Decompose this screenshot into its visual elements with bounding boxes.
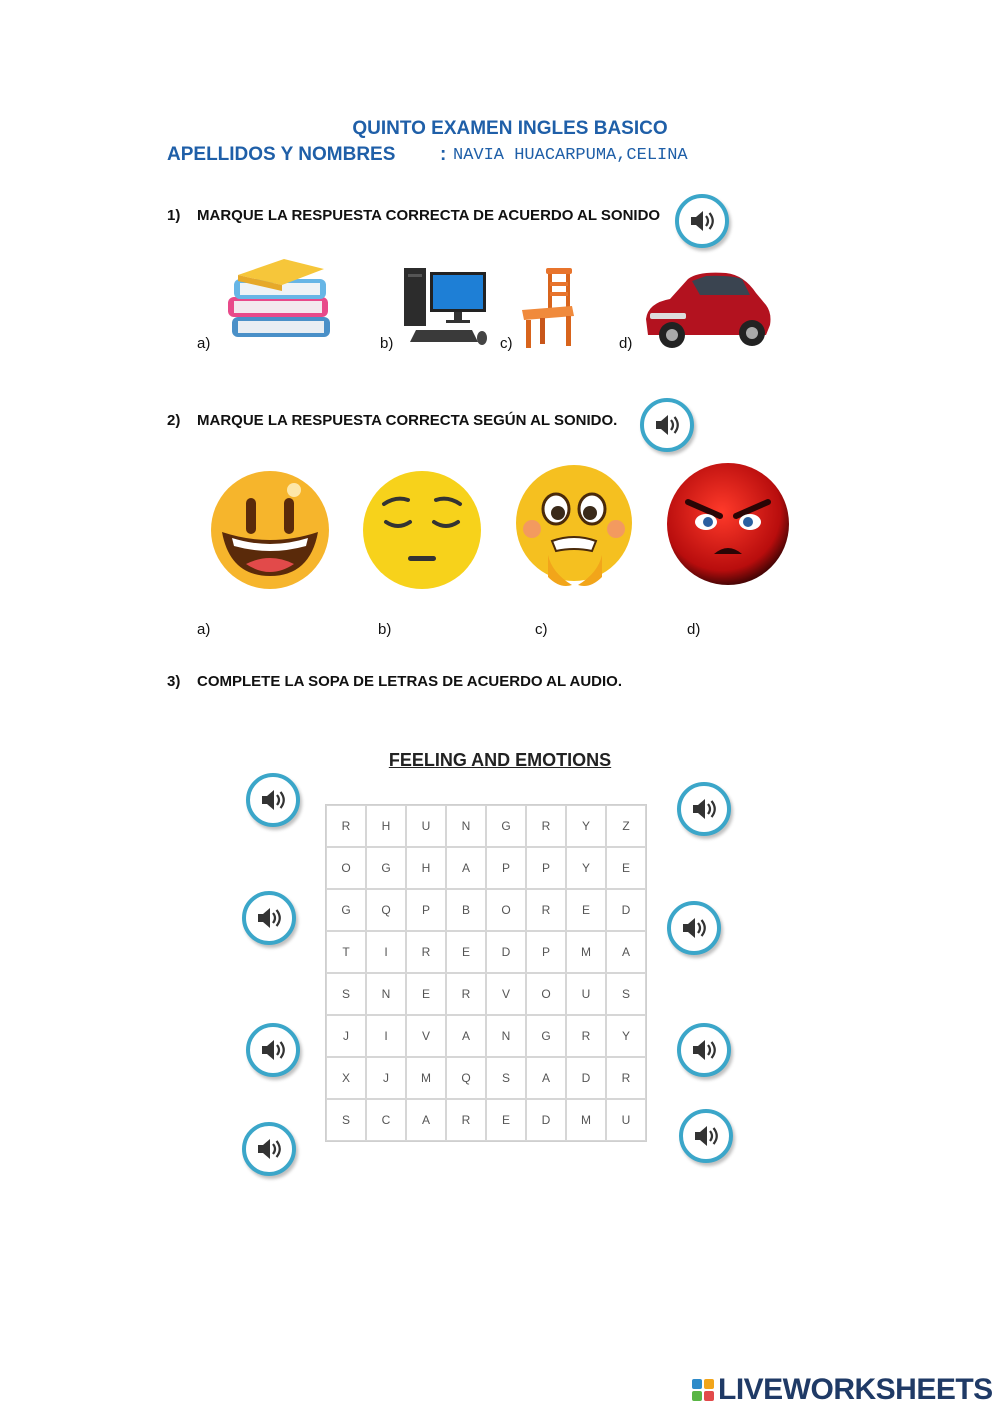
audio-button-word-6[interactable] (667, 901, 721, 955)
grid-cell[interactable]: A (446, 847, 486, 889)
option-a-q1[interactable]: a) (197, 335, 211, 352)
grid-cell[interactable]: E (446, 931, 486, 973)
question-1 (167, 207, 660, 224)
grid-cell[interactable]: N (486, 1015, 526, 1057)
option-c-q1[interactable]: c) (500, 335, 513, 352)
name-colon: : (440, 144, 447, 165)
grid-cell[interactable]: J (326, 1015, 366, 1057)
speaker-icon (652, 410, 682, 440)
grid-cell[interactable]: G (326, 889, 366, 931)
grid-cell[interactable]: S (326, 973, 366, 1015)
grid-cell[interactable]: E (606, 847, 646, 889)
grid-cell[interactable]: R (326, 805, 366, 847)
computer-image (402, 264, 490, 348)
audio-button-word-4[interactable] (242, 1122, 296, 1176)
grid-cell[interactable]: H (366, 805, 406, 847)
liveworksheets-logo (692, 1373, 993, 1407)
name-label: APELLIDOS Y NOMBRES (167, 144, 396, 165)
grid-cell[interactable]: O (326, 847, 366, 889)
grid-cell[interactable]: M (406, 1057, 446, 1099)
grid-cell[interactable]: R (526, 889, 566, 931)
speaker-icon (691, 1121, 721, 1151)
grid-cell[interactable]: U (566, 973, 606, 1015)
grid-cell[interactable]: M (566, 931, 606, 973)
grid-cell[interactable]: R (446, 1099, 486, 1141)
grid-cell[interactable]: Y (566, 805, 606, 847)
speaker-icon (254, 1134, 284, 1164)
grid-cell[interactable]: A (606, 931, 646, 973)
question-text: MARQUE LA RESPUESTA CORRECTA DE ACUERDO AL SONIDO (197, 207, 661, 224)
question-number: 3) (167, 673, 181, 690)
option-c-q2[interactable]: c) (535, 621, 548, 638)
grid-cell[interactable]: A (526, 1057, 566, 1099)
grid-cell[interactable]: E (566, 889, 606, 931)
question-number: 2) (167, 412, 181, 429)
books-image (224, 255, 336, 350)
audio-button-q2[interactable] (640, 398, 694, 452)
grid-cell[interactable]: U (606, 1099, 646, 1141)
grid-cell[interactable]: R (606, 1057, 646, 1099)
grid-cell[interactable]: B (446, 889, 486, 931)
option-b-q1[interactable]: b) (380, 335, 394, 352)
grid-cell[interactable]: A (406, 1099, 446, 1141)
grid-cell[interactable]: P (526, 847, 566, 889)
grid-cell[interactable]: R (526, 805, 566, 847)
grid-cell[interactable]: I (366, 931, 406, 973)
grid-cell[interactable]: P (486, 847, 526, 889)
grid-cell[interactable]: J (366, 1057, 406, 1099)
grid-cell[interactable]: I (366, 1015, 406, 1057)
logo-text: LIVEWORKSHEETS (718, 1373, 993, 1406)
logo-mark-icon (692, 1379, 714, 1401)
speaker-icon (689, 1035, 719, 1065)
grid-cell[interactable]: G (526, 1015, 566, 1057)
grid-cell[interactable]: Z (606, 805, 646, 847)
question-2 (167, 412, 617, 429)
grid-cell[interactable]: U (406, 805, 446, 847)
grid-cell[interactable]: Q (446, 1057, 486, 1099)
audio-button-q1[interactable] (675, 194, 729, 248)
grid-cell[interactable]: V (406, 1015, 446, 1057)
speaker-icon (254, 903, 284, 933)
grid-cell[interactable]: V (486, 973, 526, 1015)
grid-cell[interactable]: X (326, 1057, 366, 1099)
speaker-icon (689, 794, 719, 824)
grid-cell[interactable]: E (406, 973, 446, 1015)
grid-cell[interactable]: Y (606, 1015, 646, 1057)
grid-cell[interactable]: Y (566, 847, 606, 889)
audio-button-word-1[interactable] (246, 773, 300, 827)
angry-face-image (666, 462, 790, 586)
grid-cell[interactable]: M (566, 1099, 606, 1141)
option-d-q2[interactable]: d) (687, 621, 701, 638)
sad-face-image (362, 470, 482, 590)
speaker-icon (687, 206, 717, 236)
grid-cell[interactable]: O (526, 973, 566, 1015)
audio-button-word-2[interactable] (242, 891, 296, 945)
grid-cell[interactable]: S (326, 1099, 366, 1141)
grid-cell[interactable]: D (486, 931, 526, 973)
scared-face-image (512, 463, 638, 591)
grid-cell[interactable]: R (406, 931, 446, 973)
audio-button-word-7[interactable] (677, 1023, 731, 1077)
question-number: 1) (167, 207, 181, 224)
exam-title: QUINTO EXAMEN INGLES BASICO (352, 118, 668, 139)
grid-cell[interactable]: R (446, 973, 486, 1015)
grid-cell[interactable]: R (566, 1015, 606, 1057)
speaker-icon (679, 913, 709, 943)
grid-cell[interactable]: C (366, 1099, 406, 1141)
car-image (640, 265, 774, 351)
grid-cell[interactable]: G (486, 805, 526, 847)
question-text: MARQUE LA RESPUESTA CORRECTA SEGÚN AL SONIDO. (197, 412, 618, 429)
grid-cell[interactable]: H (406, 847, 446, 889)
option-a-q2[interactable]: a) (197, 621, 211, 638)
grid-cell[interactable]: Q (366, 889, 406, 931)
word-search-title: FEELING AND EMOTIONS (388, 750, 612, 770)
speaker-icon (258, 785, 288, 815)
chair-image (516, 266, 580, 350)
question-3 (167, 673, 622, 690)
grid-cell[interactable]: N (446, 805, 486, 847)
speaker-icon (258, 1035, 288, 1065)
question-text: COMPLETE LA SOPA DE LETRAS DE ACUERDO AL AUDIO. (197, 673, 623, 690)
grid-cell[interactable]: D (526, 1099, 566, 1141)
grid-cell[interactable]: P (406, 889, 446, 931)
option-d-q1[interactable]: d) (619, 335, 633, 352)
happy-face-image (210, 470, 330, 590)
audio-button-word-5[interactable] (677, 782, 731, 836)
grid-cell[interactable]: S (606, 973, 646, 1015)
student-name: NAVIA HUACARPUMA,CELINA (453, 146, 688, 165)
audio-button-word-3[interactable] (246, 1023, 300, 1077)
grid-cell[interactable]: A (446, 1015, 486, 1057)
grid-cell[interactable]: N (366, 973, 406, 1015)
grid-cell[interactable]: P (526, 931, 566, 973)
grid-cell[interactable]: D (566, 1057, 606, 1099)
grid-cell[interactable]: O (486, 889, 526, 931)
grid-cell[interactable]: E (486, 1099, 526, 1141)
grid-cell[interactable]: T (326, 931, 366, 973)
grid-cell[interactable]: S (486, 1057, 526, 1099)
option-b-q2[interactable]: b) (378, 621, 392, 638)
grid-cell[interactable]: G (366, 847, 406, 889)
grid-cell[interactable]: D (606, 889, 646, 931)
audio-button-word-8[interactable] (679, 1109, 733, 1163)
word-search-grid (325, 804, 647, 1142)
